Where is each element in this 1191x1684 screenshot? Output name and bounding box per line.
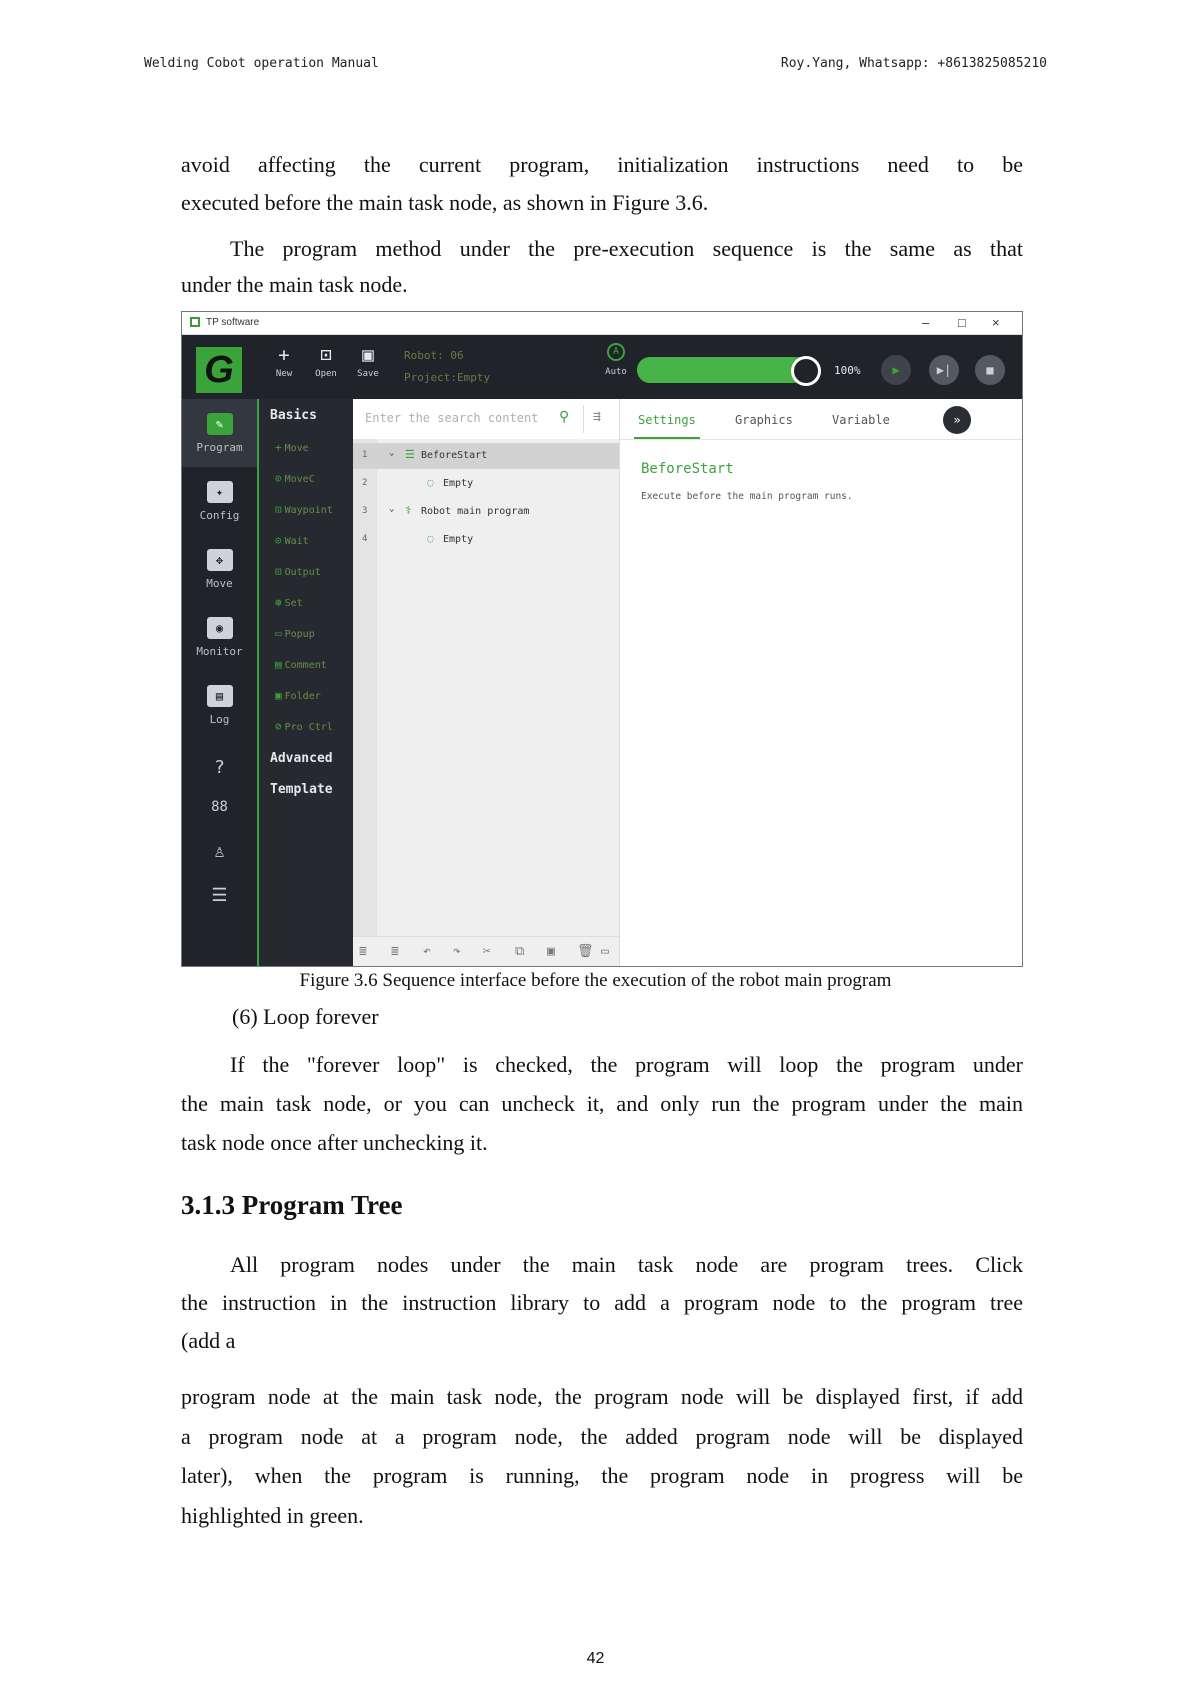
paragraph-1-line-2: executed before the main task node, as shown in Figure 3.6.: [181, 190, 709, 215]
nav-label-move: Move: [206, 577, 233, 590]
log-icon: ▤: [207, 685, 233, 707]
window-title: TP software: [206, 317, 260, 328]
instruction-label: Popup: [284, 629, 315, 640]
search-bar: [353, 399, 619, 440]
menu-icon[interactable]: ☰: [211, 885, 228, 906]
monitor-icon: ◉: [207, 617, 233, 639]
tree-row[interactable]: [353, 443, 619, 469]
instruction-set[interactable]: [275, 596, 303, 609]
row-number: 2: [362, 478, 368, 488]
copy-icon[interactable]: ⧉: [515, 944, 525, 959]
instruction-label: Waypoint: [284, 505, 333, 516]
outdent-icon[interactable]: ≣: [391, 944, 399, 959]
instruction-popup[interactable]: [275, 627, 315, 640]
redo-icon[interactable]: ↷: [453, 944, 461, 959]
settings-description: Execute before the main program runs.: [641, 491, 853, 502]
help-icon[interactable]: ?: [214, 757, 225, 778]
speed-slider-knob[interactable]: [791, 356, 821, 386]
page-number: 42: [586, 1650, 605, 1667]
instruction-label: Comment: [284, 660, 327, 671]
tree-node-label: Robot main program: [421, 506, 530, 517]
tree-node-label: BeforeStart: [421, 450, 488, 461]
maximize-button[interactable]: □: [958, 315, 966, 330]
paragraph-5-line-1: program node at the main task node, the program node will be displayed first, if add: [181, 1384, 1023, 1409]
tree-row[interactable]: [353, 471, 619, 497]
play-button[interactable]: [881, 355, 911, 385]
search-input[interactable]: Enter the search content: [365, 411, 539, 425]
move-instruction-icon: +: [275, 441, 282, 454]
paragraph-4-line-3: (add a: [181, 1328, 236, 1353]
pro-ctrl-instruction-icon: ⊘: [275, 720, 282, 733]
toolbar: [182, 335, 1022, 399]
wait-instruction-icon: ⊙: [275, 534, 282, 547]
instruction-label: Set: [284, 598, 303, 609]
paragraph-2-line-1: The program method under the pre-execution sequence is the same as that: [230, 236, 1023, 261]
set-instruction-icon: ⊛: [275, 596, 282, 609]
paragraph-4-line-1: All program nodes under the main task node are program trees. Click: [230, 1252, 1023, 1277]
chevron-down-icon[interactable]: ⌄: [389, 504, 395, 514]
mode-label: Auto: [605, 367, 627, 377]
stop-button[interactable]: [975, 355, 1005, 385]
tree-node-label: Empty: [443, 478, 474, 489]
settings-title: BeforeStart: [641, 461, 734, 477]
open-icon: ⊡: [320, 344, 332, 366]
nav-label-monitor: Monitor: [196, 645, 243, 658]
cut-icon[interactable]: ✂: [483, 944, 491, 959]
robot-arm-icon: ⚕: [405, 504, 412, 517]
step-icon: ▶|: [936, 363, 952, 377]
instruction-movec[interactable]: [275, 472, 315, 485]
row-number: 4: [362, 534, 368, 544]
folder-instruction-icon: ▣: [275, 689, 282, 702]
movec-instruction-icon: ⊙: [275, 472, 282, 485]
tab-graphics[interactable]: Graphics: [735, 413, 793, 427]
nav-label-program: Program: [196, 441, 243, 454]
auto-icon: A: [607, 343, 625, 361]
instruction-wait[interactable]: [275, 534, 309, 547]
paragraph-3-line-1: If the "forever loop" is checked, the program will loop the program under: [230, 1052, 1023, 1077]
running-header-left: Welding Cobot operation Manual: [144, 56, 379, 71]
paragraph-2-line-2: under the main task node.: [181, 272, 408, 297]
paragraph-5-line-2: a program node at a program node, the added program node will be displayed: [181, 1424, 1023, 1449]
instruction-label: MoveC: [284, 474, 315, 485]
paragraph-5-line-3: later), when the program is running, the program node in progress will be: [181, 1463, 1023, 1488]
tab-divider: [620, 439, 1023, 440]
program-tree: [353, 439, 619, 966]
paste-icon[interactable]: ▣: [547, 944, 555, 959]
paragraph-3-line-3: task node once after unchecking it.: [181, 1130, 488, 1155]
instruction-library: [257, 399, 353, 966]
waypoint-instruction-icon: ⊡: [275, 503, 282, 516]
instruction-label: Output: [284, 567, 321, 578]
brand-logo: G: [196, 347, 242, 393]
app-icon: [190, 317, 200, 327]
loop-forever-heading: (6) Loop forever: [232, 1004, 379, 1029]
more-tabs-button[interactable]: »: [943, 406, 971, 434]
running-header-right: Roy.Yang, Whatsapp: +8613825085210: [780, 56, 1047, 71]
row-number: 3: [362, 506, 368, 516]
tab-settings[interactable]: Settings: [638, 413, 696, 427]
instruction-output[interactable]: [275, 565, 321, 578]
save-icon: ▣: [362, 344, 374, 366]
instruction-waypoint[interactable]: [275, 503, 333, 516]
tree-node-label: Empty: [443, 534, 474, 545]
indent-icon[interactable]: ≣: [359, 944, 367, 959]
instruction-pro-ctrl[interactable]: [275, 720, 333, 733]
nav-label-config: Config: [199, 509, 240, 522]
window-titlebar: [182, 312, 1022, 335]
row-number: 1: [362, 450, 368, 460]
open-label: Open: [315, 369, 337, 379]
output-instruction-icon: ⊡: [275, 565, 282, 578]
new-button[interactable]: [266, 343, 302, 379]
left-navigation: [182, 399, 257, 966]
instruction-folder[interactable]: [275, 689, 321, 702]
figure-caption: Figure 3.6 Sequence interface before the execution of the robot main program: [299, 970, 892, 991]
program-icon: ✎: [207, 413, 233, 435]
save-label: Save: [357, 369, 379, 379]
category-template[interactable]: Template: [270, 782, 333, 797]
nav-item-config[interactable]: [182, 481, 257, 522]
instruction-move[interactable]: [275, 441, 309, 454]
list-icon: ☰: [405, 448, 415, 461]
nav-item-monitor[interactable]: [182, 617, 257, 658]
paragraph-3-line-2: the main task node, or you can uncheck it, and only run the program under the main: [181, 1091, 1023, 1116]
empty-node-icon: ◌: [427, 476, 434, 489]
tab-variable[interactable]: Variable: [832, 413, 890, 427]
category-advanced[interactable]: Advanced: [270, 751, 333, 766]
collapse-icon[interactable]: ⇶: [593, 409, 601, 424]
popup-instruction-icon: ▭: [275, 627, 282, 640]
settings-panel: [619, 399, 1023, 966]
project-label: Project:Empty: [404, 371, 491, 384]
speed-slider[interactable]: [637, 357, 817, 383]
speed-percent: 100%: [834, 364, 861, 377]
instruction-label: Folder: [284, 691, 321, 702]
plus-icon: +: [278, 344, 290, 366]
figure-screenshot: [181, 311, 1023, 967]
instruction-label: Wait: [284, 536, 309, 547]
save-button[interactable]: [350, 343, 386, 379]
category-basics[interactable]: Basics: [270, 408, 317, 423]
instruction-comment[interactable]: [275, 658, 327, 671]
stop-icon: ■: [986, 363, 994, 377]
close-button[interactable]: ×: [992, 315, 1000, 330]
robot-label: Robot: 06: [404, 349, 464, 362]
minimize-button[interactable]: –: [922, 315, 930, 330]
paragraph-5-line-4: highlighted in green.: [181, 1503, 364, 1528]
nav-label-log: Log: [209, 713, 230, 726]
delete-icon[interactable]: 🗑: [577, 944, 594, 959]
nav-item-program[interactable]: [182, 399, 257, 467]
apps-icon[interactable]: 88: [211, 799, 228, 815]
open-button[interactable]: [308, 343, 344, 379]
tree-row[interactable]: [353, 527, 619, 553]
empty-node-icon: ◌: [427, 532, 434, 545]
comment-icon[interactable]: ▭: [601, 944, 609, 959]
paragraph-1-line-1: avoid affecting the current program, initialization instructions need to be: [181, 152, 1023, 177]
step-button[interactable]: [929, 355, 959, 385]
play-icon: ▶: [892, 363, 900, 377]
robot-info: [404, 345, 490, 389]
comment-instruction-icon: ▤: [275, 658, 282, 671]
tree-toolbar: [353, 936, 619, 967]
config-icon: ✦: [207, 481, 233, 503]
chevron-down-icon[interactable]: ⌄: [389, 448, 395, 458]
nav-item-log[interactable]: [182, 685, 257, 726]
new-label: New: [275, 369, 293, 379]
paragraph-4-line-2: the instruction in the instruction library to add a program node to the program tree: [181, 1290, 1023, 1315]
undo-icon[interactable]: ↶: [423, 944, 431, 959]
mode-auto-button[interactable]: [605, 343, 627, 377]
nav-item-move[interactable]: [182, 549, 257, 590]
instruction-label: Move: [284, 443, 309, 454]
instruction-label: Pro Ctrl: [284, 722, 333, 733]
speed-slider-fill: [637, 357, 803, 383]
user-icon[interactable]: ♙: [214, 841, 225, 862]
tree-row[interactable]: [353, 499, 619, 525]
section-heading: 3.1.3 Program Tree: [181, 1190, 403, 1220]
divider: [583, 405, 584, 433]
move-icon: ✥: [207, 549, 233, 571]
search-icon[interactable]: ⚲: [559, 409, 570, 425]
